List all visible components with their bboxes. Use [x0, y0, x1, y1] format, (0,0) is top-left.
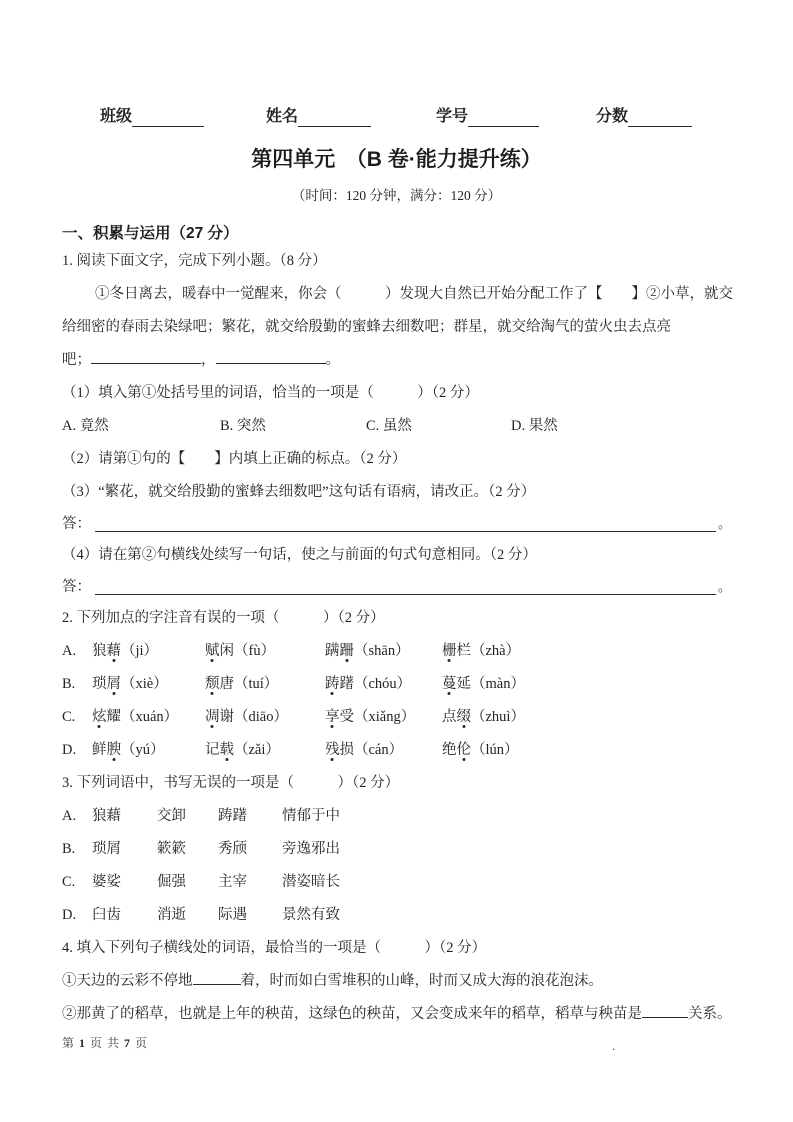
q3-word: 际遇	[218, 907, 247, 923]
pinyin: （cán）	[354, 742, 404, 758]
q3-word: 倔强	[157, 874, 186, 890]
q2-cell	[325, 635, 442, 668]
score-label: 分数	[596, 108, 629, 125]
dotted-char: 载	[219, 742, 234, 758]
dotted-char: 栅	[442, 643, 457, 659]
q1-passage-blank-1	[91, 349, 201, 364]
q1-passage-blank-2	[216, 349, 326, 364]
word-part: 谢	[219, 709, 234, 725]
q2-cell	[442, 734, 731, 767]
q2-cell	[442, 668, 731, 701]
q1-sub3-stem: （3）“繁花，就交给殷勤的蜜蜂去细数吧”这句话有语病，请改正。（2 分）	[62, 484, 536, 500]
section-1-heading: 一、积累与运用（27 分）	[62, 225, 239, 242]
q3-row-b-letter: B.	[62, 841, 76, 857]
pinyin: （xiǎng）	[354, 709, 416, 725]
student-info-header	[100, 103, 731, 127]
q3-word: 景然有致	[282, 907, 340, 923]
q2-row-c-letter: C.	[62, 709, 76, 725]
q3-word: 主宰	[218, 874, 247, 890]
q4-sentence-2-pre: ②那黄了的稻草，也就是上年的秧苗，这绿色的秧苗，又会变成来年的稻草，稻草与秧苗是	[62, 1006, 642, 1022]
pinyin: （zǎi）	[234, 742, 280, 758]
footer-page-number: 1	[79, 1036, 86, 1050]
word-part: 记	[205, 742, 220, 758]
q3-row-a-letter: A.	[62, 808, 77, 824]
q3-word: 狼藉	[92, 808, 121, 824]
word-part: 点	[442, 709, 457, 725]
q2-cell	[205, 668, 325, 701]
q3-word: 旁逸邪出	[282, 841, 340, 857]
score-field	[596, 107, 692, 127]
page-title: 第四单元 （B 卷·能力提升练）	[251, 148, 542, 171]
word-part: 耀	[106, 709, 121, 725]
dotted-char: 炫	[92, 709, 107, 725]
word-part: 唐	[219, 676, 234, 692]
pinyin: （shān）	[354, 643, 410, 659]
q2-row-d	[62, 734, 731, 767]
q3-word: 秀颀	[218, 841, 247, 857]
word-part: 鲜	[92, 742, 107, 758]
q1-passage-comma: ，	[201, 352, 216, 368]
class-field	[100, 107, 204, 127]
name-blank-line	[298, 108, 371, 127]
q1-passage-period: 。	[325, 352, 340, 368]
dotted-char: 伦	[456, 742, 471, 758]
footer-text: 第	[62, 1036, 75, 1050]
q2-row-d-letter: D.	[62, 742, 77, 758]
q2-cell	[205, 701, 325, 734]
pinyin: （zhuì）	[471, 709, 525, 725]
word-part: 闲	[219, 643, 234, 659]
q1-sub1-option-c: C. 虽然	[366, 418, 412, 434]
q1-sub1-option-a: A. 竟然	[62, 418, 109, 434]
q1-sub4-answer-line	[62, 572, 731, 602]
q4-sentence-2	[62, 998, 731, 1031]
q1-passage-line3-text: 吧；	[62, 352, 91, 368]
pinyin: （tuí）	[234, 676, 279, 692]
dotted-char: 踌	[325, 676, 340, 692]
q1-sub3-answer-label: 答：	[62, 516, 91, 532]
class-blank-line	[132, 108, 204, 127]
pinyin: （xuán）	[121, 709, 179, 725]
name-field	[266, 107, 371, 127]
dotted-char: 蔓	[442, 676, 457, 692]
q3-row-c	[62, 866, 731, 899]
q2-row-b-letter: B.	[62, 676, 76, 692]
q1-sub4-stem: （4）请在第②句横线处续写一句话，使之与前面的句式句意相同。（2 分）	[62, 547, 537, 563]
pinyin: （yú）	[121, 742, 165, 758]
dotted-char: 享	[325, 709, 340, 725]
q2-cell	[325, 734, 442, 767]
q3-row-d-letter: D.	[62, 907, 77, 923]
q1-sub4-answer-period: 。	[717, 579, 731, 594]
q1-stem: 1. 阅读下面文字，完成下列小题。（8 分）	[62, 253, 327, 269]
q3-word: 臼齿	[92, 907, 121, 923]
q1-sub1-options	[62, 410, 731, 443]
pinyin: （diāo）	[234, 709, 288, 725]
q1-sub1-option-b: B. 突然	[220, 418, 266, 434]
q3-word: 琐屑	[92, 841, 121, 857]
pinyin: （ji）	[121, 643, 159, 659]
word-part: 栏	[456, 643, 471, 659]
q2-cell	[442, 701, 731, 734]
word-part: 狼	[92, 643, 107, 659]
dotted-char: 颓	[205, 676, 220, 692]
word-part: 蹒	[325, 643, 340, 659]
q2-stem: 2. 下列加点的字注音有误的一项（ ）（2 分）	[62, 610, 385, 626]
word-part: 绝	[442, 742, 457, 758]
dotted-char: 残	[325, 742, 340, 758]
q2-cell	[442, 635, 731, 668]
q3-word: 消逝	[157, 907, 186, 923]
q3-word: 婆娑	[92, 874, 121, 890]
q2-row-a-letter: A.	[62, 643, 77, 659]
q2-row-b	[62, 668, 731, 701]
pinyin: （fù）	[234, 643, 276, 659]
q3-word: 潜姿暗长	[282, 874, 340, 890]
q2-cell	[205, 635, 325, 668]
q1-sub1-option-d: D. 果然	[511, 418, 558, 434]
student-id-label: 学号	[436, 108, 469, 125]
q1-sub1-stem: （1）填入第①处括号里的词语，恰当的一项是（ ）（2 分）	[62, 385, 479, 401]
q1-passage-line1: ①冬日离去，暖春中一觉醒来，你会（ ）发现大自然已开始分配工作了【 】②小草，就交	[95, 286, 733, 302]
dotted-char: 藉	[106, 643, 121, 659]
pinyin: （zhà）	[471, 643, 521, 659]
q3-row-d	[62, 899, 731, 932]
dotted-char: 跚	[339, 643, 354, 659]
student-id-field	[436, 107, 539, 127]
q4-sentence-1-post: 着，时而如白雪堆积的山峰，时而又成大海的浪花泡沫。	[240, 973, 603, 989]
word-part: 延	[456, 676, 471, 692]
q4-sentence-2-post: 关系。	[688, 1006, 732, 1022]
q3-stem: 3. 下列词语中，书写无误的一项是（ ）（2 分）	[62, 775, 400, 791]
class-label: 班级	[100, 108, 133, 125]
q3-row-a	[62, 800, 731, 833]
student-id-blank-line	[468, 108, 539, 127]
stray-period-mark: .	[612, 1038, 616, 1053]
q1-sub3-answer-line	[62, 509, 731, 539]
q1-sub3-answer-period: 。	[717, 516, 731, 531]
footer-total-pages: 7	[124, 1036, 131, 1050]
q2-cell	[325, 701, 442, 734]
q3-word: 簌簌	[157, 841, 186, 857]
q1-sub4-answer-blank	[95, 575, 716, 595]
q3-word: 交卸	[157, 808, 186, 824]
word-part: 受	[339, 709, 354, 725]
q1-passage-line2: 给细密的春雨去染绿吧；繁花，就交给殷勤的蜜蜂去细数吧；群星，就交给淘气的萤火虫去点亮	[62, 319, 671, 335]
footer-text: 页	[90, 1036, 103, 1050]
page-footer	[62, 1034, 152, 1051]
q3-word: 踌躇	[218, 808, 247, 824]
q3-word: 情郁于中	[282, 808, 340, 824]
q1-sub3-answer-blank	[95, 512, 716, 532]
dotted-char: 凋	[205, 709, 220, 725]
footer-text: 共	[107, 1036, 120, 1050]
q4-sentence-1	[62, 965, 731, 998]
pinyin: （màn）	[471, 676, 525, 692]
word-part: 躇	[339, 676, 354, 692]
q2-row-a	[62, 635, 731, 668]
pinyin: （xiè）	[121, 676, 168, 692]
q1-passage-line3	[62, 344, 731, 377]
q2-cell	[92, 635, 205, 668]
pinyin: （lún）	[471, 742, 519, 758]
q3-row-c-letter: C.	[62, 874, 76, 890]
footer-text: 页	[135, 1036, 148, 1050]
q1-sub2-stem: （2）请第①句的【 】内填上正确的标点。（2 分）	[62, 451, 407, 467]
q4-sentence-1-pre: ①天边的云彩不停地	[62, 973, 193, 989]
score-blank-line	[628, 108, 692, 127]
dotted-char: 腴	[106, 742, 121, 758]
word-part: 琐	[92, 676, 107, 692]
dotted-char: 缀	[456, 709, 471, 725]
q2-cell	[92, 734, 205, 767]
q4-stem: 4. 填入下列句子横线处的词语，最恰当的一项是（ ）（2 分）	[62, 940, 487, 956]
q2-cell	[325, 668, 442, 701]
time-score-subtitle: （时间：120 分钟，满分：120 分）	[291, 188, 502, 203]
q1-sub4-answer-label: 答：	[62, 579, 91, 595]
q3-row-b	[62, 833, 731, 866]
q2-cell	[205, 734, 325, 767]
q2-cell	[92, 701, 205, 734]
q2-cell	[92, 668, 205, 701]
word-part: 损	[339, 742, 354, 758]
q4-blank-1	[193, 970, 241, 985]
name-label: 姓名	[266, 108, 299, 125]
q4-blank-2	[642, 1003, 688, 1018]
dotted-char: 赋	[205, 643, 220, 659]
q2-row-c	[62, 701, 731, 734]
pinyin: （chóu）	[354, 676, 412, 692]
dotted-char: 屑	[106, 676, 121, 692]
